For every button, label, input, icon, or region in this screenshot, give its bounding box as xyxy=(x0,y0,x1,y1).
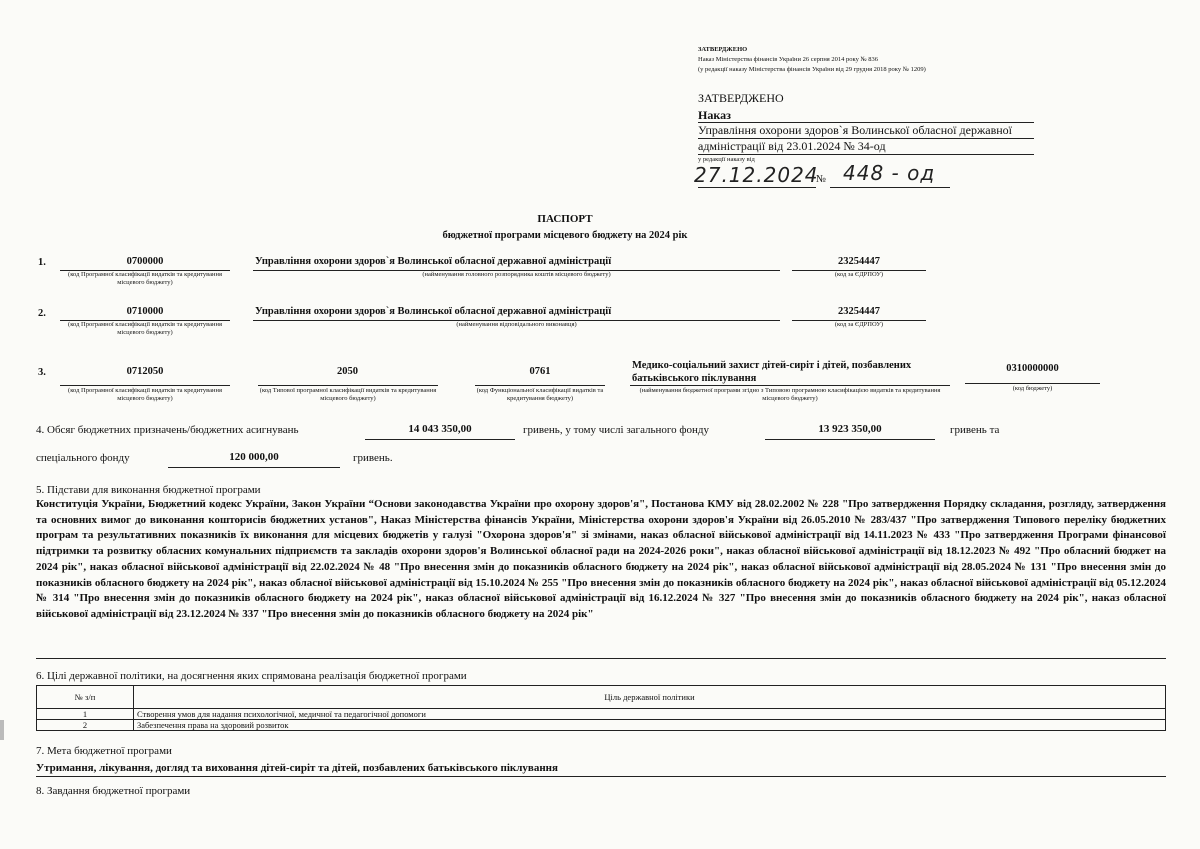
revision-no-underline xyxy=(830,187,950,188)
goals-col-goal: Ціль державної політики xyxy=(134,686,1166,709)
section4-special-end: гривень. xyxy=(353,452,393,464)
section5-label: 5. Підстави для виконання бюджетної програми xyxy=(36,484,261,496)
row3-num: 3. xyxy=(38,367,46,378)
section8-label: 8. Завдання бюджетної програми xyxy=(36,785,191,797)
row2-edrpou-caption: (код за ЄДРПОУ) xyxy=(834,321,884,328)
section5-underline xyxy=(36,658,1166,659)
row1-num: 1. xyxy=(38,257,46,268)
row1-name: Управління охорони здоров`я Волинської обласної державної адміністрації xyxy=(255,256,612,267)
revision-date-handwritten: 27.12.2024 xyxy=(694,163,819,187)
row3-name-underline xyxy=(630,385,950,386)
row2-name: Управління охорони здоров`я Волинської обласної державної адміністрації xyxy=(255,306,612,317)
row3-tpkvk-caption: (код Типової програмної класифікації видатків та кредитування місцевого бюджету) xyxy=(259,387,437,402)
section4-general: 13 923 350,00 xyxy=(818,423,882,435)
goals-col-num: № з/п xyxy=(37,686,134,709)
row3-tpkvk-line xyxy=(258,385,438,386)
section4-total-line xyxy=(365,439,515,440)
section4-mid-text: гривень, у тому числі загального фонду xyxy=(523,424,710,436)
row1-name-caption: (найменування головного розпорядника коштів місцевого бюджету) xyxy=(422,271,611,278)
approval-order-label: Наказ xyxy=(698,108,731,122)
row3-budget-code: 0310000000 xyxy=(1006,363,1059,374)
approval-top-line2: (у редакції наказу Міністерства фінансів України від 29 грудня 2018 року № 1209) xyxy=(698,66,926,73)
approval-title: ЗАТВЕРДЖЕНО xyxy=(698,91,784,105)
approval-top-title: ЗАТВЕРДЖЕНО xyxy=(698,46,748,53)
row3-fkvk-caption: (код Функціональної класифікації видатків та кредитування бюджету) xyxy=(476,387,604,402)
row1-code: 0700000 xyxy=(126,256,164,267)
row3-name-line1: Медико-соціальний захист дітей-сиріт і дітей, позбавлених xyxy=(632,360,912,371)
goal-num: 2 xyxy=(37,720,134,731)
row2-code: 0710000 xyxy=(126,306,164,317)
revision-no-handwritten: 448 - од xyxy=(843,161,936,185)
section4-general-line xyxy=(765,439,935,440)
section4-total: 14 043 350,00 xyxy=(408,423,472,435)
table-row xyxy=(37,720,1166,731)
row1-code-caption: (код Програмної класифікації видатків та кредитування місцевого бюджету) xyxy=(68,271,222,286)
section4-special: 120 000,00 xyxy=(229,451,279,463)
goal-text: Створення умов для надання психологічної, медичної та педагогічної допомоги xyxy=(134,709,1166,720)
section7-text: Утримання, лікування, догляд та виховання дітей-сиріт та дітей, позбавлених батьківського піклування xyxy=(36,762,558,774)
row2-edrpou: 23254447 xyxy=(838,306,880,317)
row3-name-caption: (найменування бюджетної програми згідно з Типовою програмною класифікацією видатків та кредитування місцевого бюджету) xyxy=(639,387,941,402)
goal-text: Забезпечення права на здоровий розвиток xyxy=(134,720,1166,731)
row3-budget-caption: (код бюджету) xyxy=(1012,385,1053,392)
row2-num: 2. xyxy=(38,308,46,319)
row1-edrpou-caption: (код за ЄДРПОУ) xyxy=(834,271,884,278)
scan-edge-mark xyxy=(0,720,4,740)
row3-code-line xyxy=(60,385,230,386)
approval-org-line1: Управління охорони здоров`я Волинської обласної державної xyxy=(698,123,1012,137)
row3-code-caption: (код Програмної класифікації видатків та кредитування місцевого бюджету) xyxy=(68,387,222,402)
revision-label: у редакції наказу від xyxy=(698,156,755,163)
row3-name-line2: батьківського піклування xyxy=(632,373,757,384)
passport-title: ПАСПОРТ xyxy=(537,213,593,225)
section4-label: 4. Обсяг бюджетних призначень/бюджетних асигнувань xyxy=(36,424,299,436)
row3-fkvk-line xyxy=(475,385,605,386)
section4-special-line xyxy=(168,467,340,468)
row3-code: 0712050 xyxy=(126,366,164,377)
row3-tpkvk: 2050 xyxy=(337,366,358,377)
row3-fkvk: 0761 xyxy=(529,366,551,377)
passport-subtitle: бюджетної програми місцевого бюджету на 2024 рік xyxy=(442,230,688,241)
section7-underline xyxy=(36,776,1166,777)
revision-no-label: № xyxy=(816,174,827,185)
section4-special-label: спеціального фонду xyxy=(36,452,130,464)
goals-table xyxy=(36,685,1166,731)
table-row xyxy=(37,709,1166,720)
goal-num: 1 xyxy=(37,709,134,720)
row2-name-caption: (найменування відповідального виконавця) xyxy=(456,321,577,328)
section4-end-text: гривень та xyxy=(950,424,1000,436)
approval-top-line1: Наказ Міністерства фінансів України 26 серпня 2014 року № 836 xyxy=(698,56,879,63)
goals-table-header xyxy=(37,686,1166,709)
section7-label: 7. Мета бюджетної програми xyxy=(36,745,172,757)
section5-text: Конституція України, Бюджетний кодекс України, Закон України “Основи законодавства України про охорону здоров'я", Постанова КМУ від 28.02.2002 № 228 "Про затвердження Порядку складання, розгляду, затвердження та основних вимог до виконання кошторисів бюджетних установ", Наказ Міністерства фінансів України, Міністерства охорони здоров'я України від 26.05.2010 № 283/437 "Про затвердження Типового переліку бюджетних програм та результативних показників їх виконання для місцевих бюджетів у галузі "Охорона здоров'я" зі змінами, наказ обласної військової адміністрації від 14.11.2023 № 433 "Про затвердження Програми фінансової підтримки та розвитку обласних комунальних підприємств та закладів охорони здоров'я Волинської обласної ради на 2024-2026 роки", наказ обласної військової адміністрації від 18.12.2023 № 492 "Про обласний бюджет на 2024 рік", наказ обласної військової адміністрації від 22.02.2024 № 48 "Про внесення змін до показників обласного бюджету на 2024 рік", наказ обласної військової адміністрації від 28.05.2024 № 131 "Про внесення змін до показників обласного бюджету на 2024 рік", наказ обласної військової адміністрації від 15.10.2024 № 255 "Про внесення змін до показників обласного бюджету на 2024 рік", наказ обласної військової адміністрації від 05.12.2024 № 314 "Про внесення змін до показників обласного бюджету на 2024 рік", наказ обласної військової адміністрації від 16.12.2024 № 327 "Про внесення змін до показників обласного бюджету на 2024 рік", наказ обласної військової адміністрації від 23.12.2024 № 337 "Про внесення змін до показників обласного бюджету на 2024 рік" xyxy=(36,498,1166,620)
row2-code-caption: (код Програмної класифікації видатків та кредитування місцевого бюджету) xyxy=(68,321,222,336)
approval-org-line2: адміністрації від 23.01.2024 № 34-од xyxy=(698,139,886,153)
section6-label: 6. Цілі державної політики, на досягнення яких спрямована реалізація бюджетної програми xyxy=(36,670,467,682)
row1-edrpou: 23254447 xyxy=(838,256,880,267)
revision-date-underline xyxy=(698,187,816,188)
row3-budget-line xyxy=(965,383,1100,384)
